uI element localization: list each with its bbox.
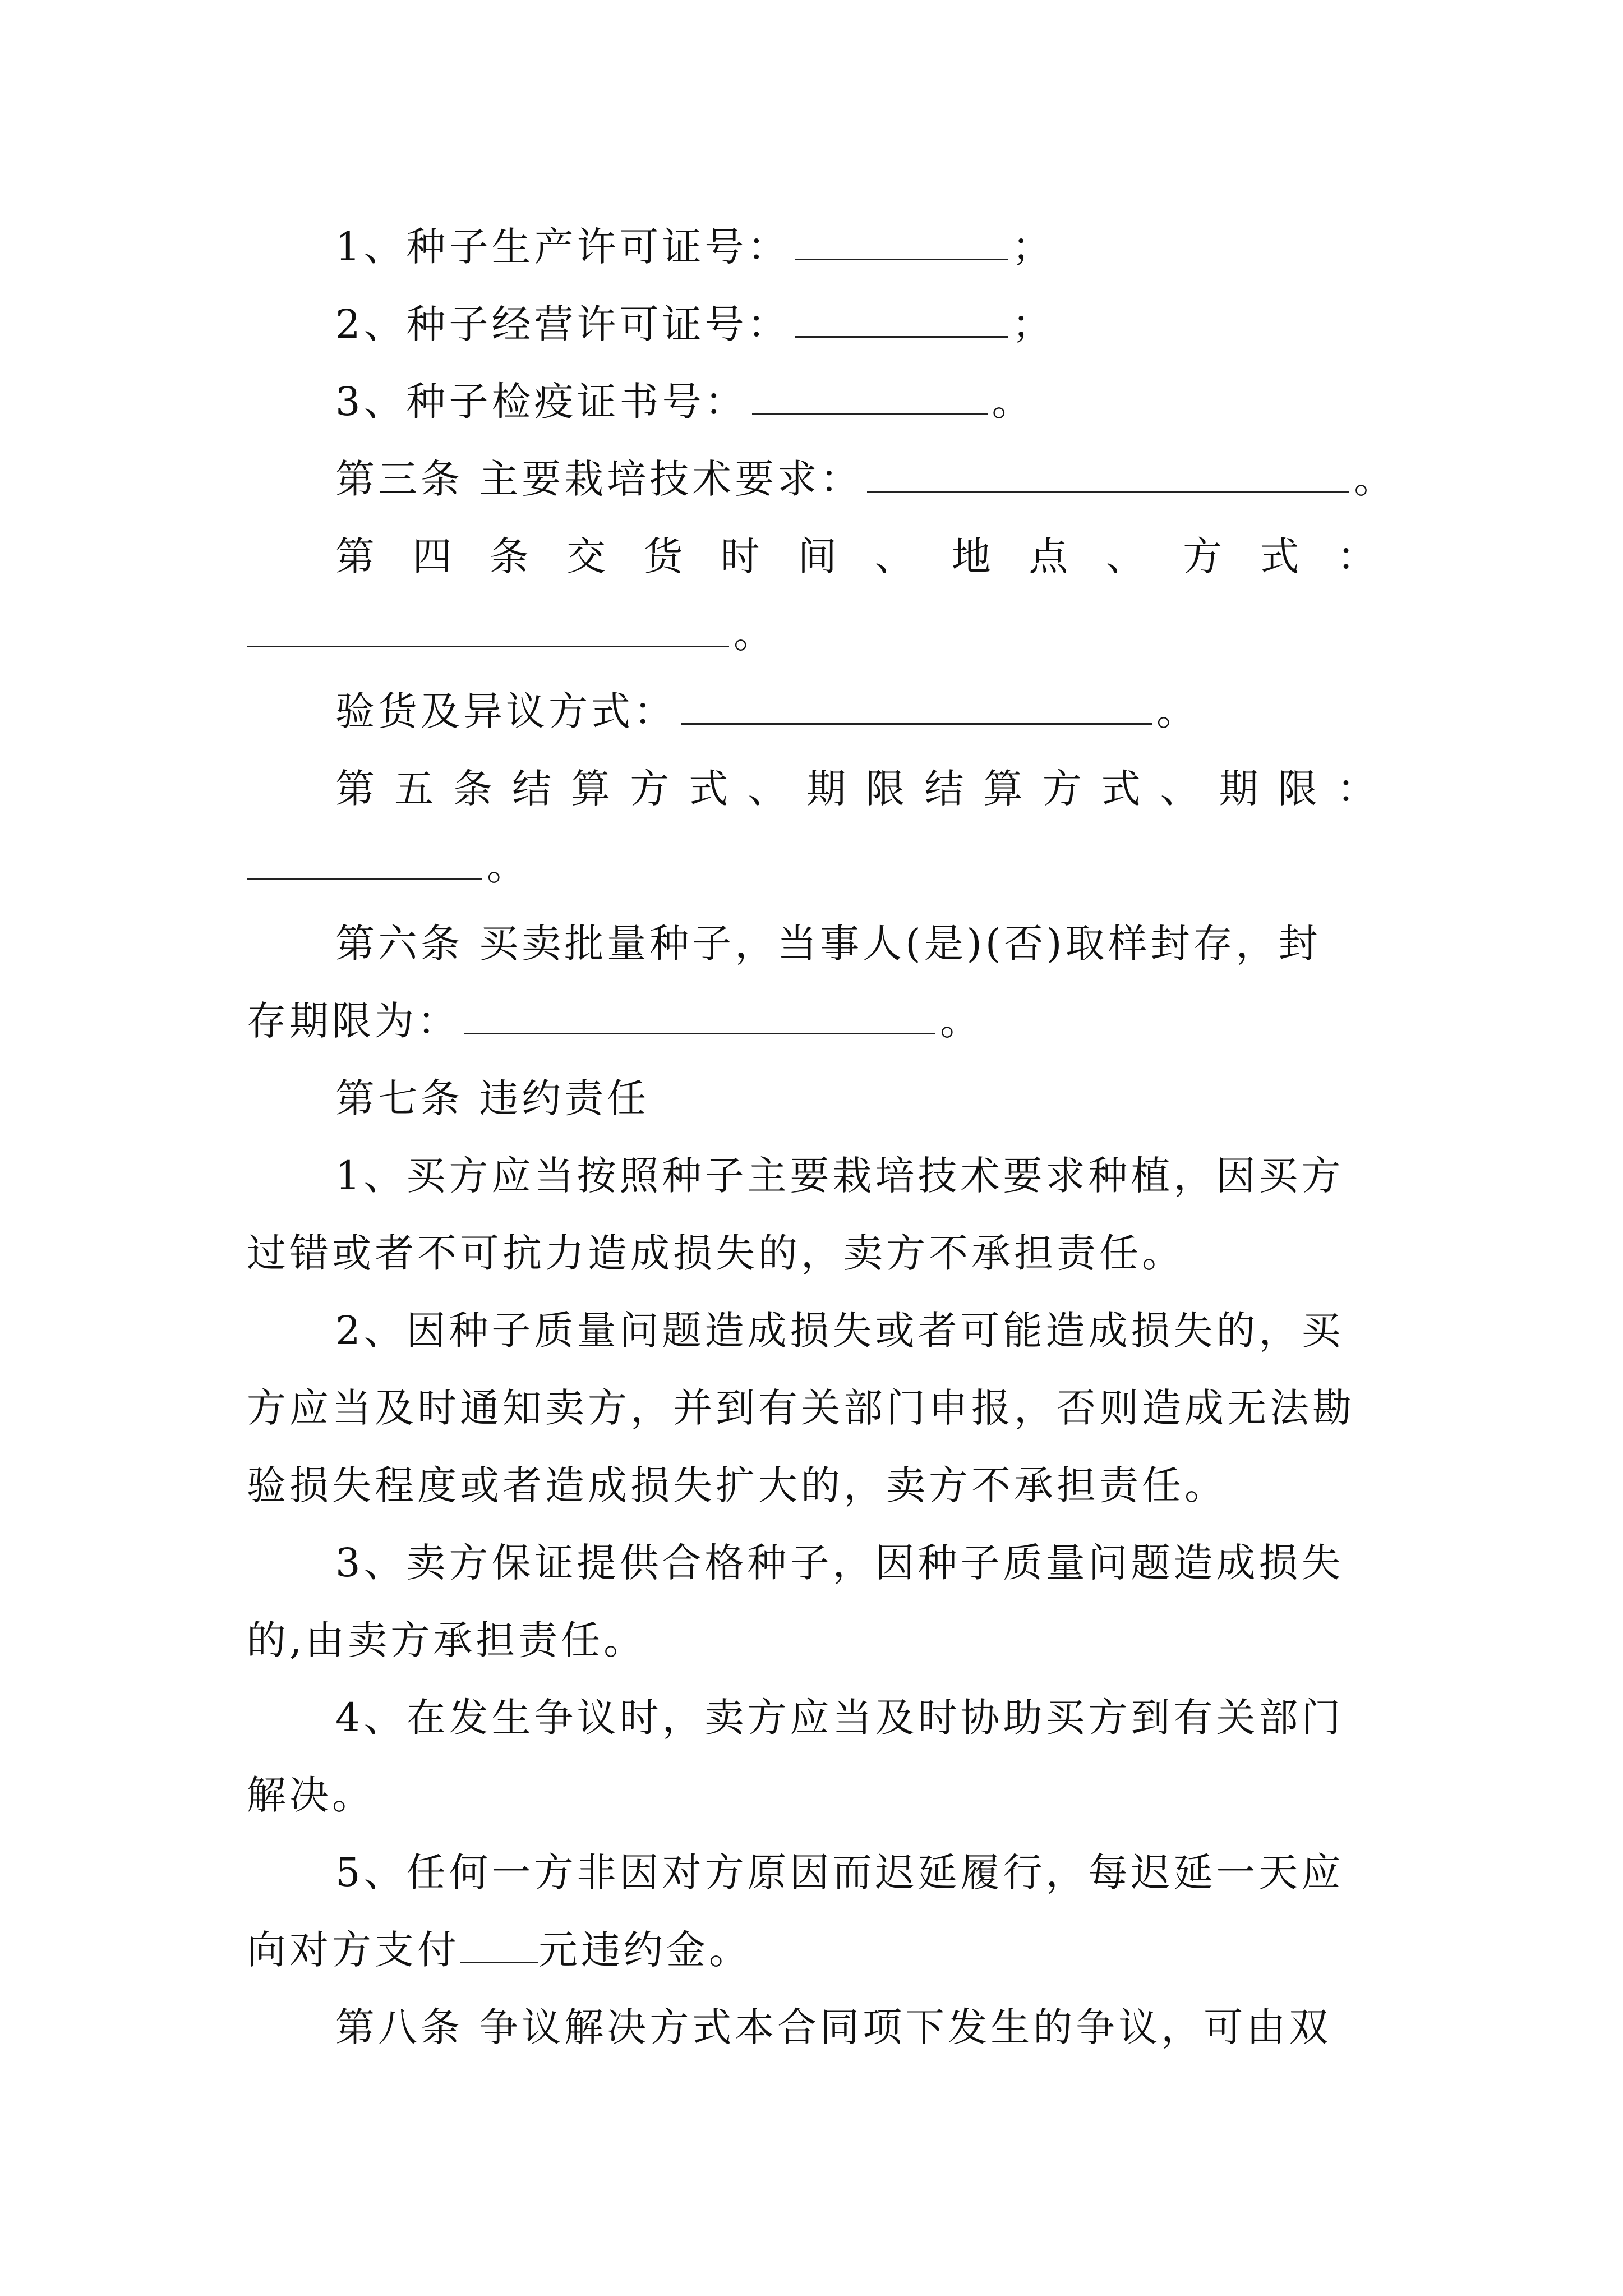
article-5-char: 第 bbox=[335, 766, 378, 812]
article-7-title: 第七条 违约责任 bbox=[335, 1075, 650, 1121]
article-4-char: 点 bbox=[1029, 533, 1072, 579]
article-5-char: ： bbox=[1336, 766, 1380, 812]
clause-3-line-1: 3、卖方保证提供合格种子，因种子质量问题造成损失 bbox=[335, 1540, 1344, 1586]
punctuation: 。 bbox=[940, 998, 983, 1044]
article-5-char: 、 bbox=[1160, 766, 1203, 812]
clause-5-text: 向对方支付 bbox=[247, 1927, 460, 1973]
article-5-char: 五 bbox=[394, 766, 437, 812]
article-4-char: 式 bbox=[1260, 533, 1303, 579]
article-8-line-1: 第八条 争议解决方式本合同项下发生的争议，可由双 bbox=[335, 2004, 1332, 2050]
blank-field[interactable] bbox=[247, 606, 729, 647]
blank-field[interactable] bbox=[681, 684, 1152, 725]
blank-field[interactable] bbox=[752, 374, 988, 415]
article-6-line-1: 第六条 买卖批量种子，当事人(是)(否)取样封存，封 bbox=[335, 921, 1321, 967]
clause-4-line-1: 4、在发生争议时，卖方应当及时协助买方到有关部门 bbox=[335, 1695, 1344, 1741]
article-5-char: 限 bbox=[865, 766, 909, 812]
clause-2-line-3: 验损失程度或者造成损失扩大的，卖方不承担责任。 bbox=[247, 1462, 1227, 1508]
punctuation: 。 bbox=[1354, 456, 1397, 502]
inspection-label: 验货及异议方式： bbox=[335, 688, 676, 734]
article-4-char: 、 bbox=[1105, 533, 1149, 579]
clause-5-line-2 bbox=[247, 1922, 1380, 1978]
article-5-char: 式 bbox=[689, 766, 732, 812]
article-4-char: ： bbox=[1336, 533, 1380, 579]
article-5-char: 式 bbox=[1101, 766, 1144, 812]
article-4-char: 条 bbox=[489, 533, 532, 579]
clause-4-line-2: 解决。 bbox=[247, 1772, 375, 1818]
punctuation: 。 bbox=[1156, 688, 1199, 734]
article-4-char: 方 bbox=[1183, 533, 1226, 579]
punctuation: 。 bbox=[992, 379, 1035, 425]
article-4-char: 货 bbox=[643, 533, 686, 579]
item-1 bbox=[335, 219, 1380, 275]
clause-3-line-2: 的,由卖方承担责任。 bbox=[247, 1617, 647, 1663]
article-3 bbox=[335, 451, 1397, 507]
clause-2-line-1: 2、因种子质量问题造成损失或者可能造成损失的，买 bbox=[335, 1308, 1344, 1354]
article-4-char: 地 bbox=[952, 533, 994, 579]
blank-field[interactable] bbox=[464, 993, 935, 1034]
article-6-line-2 bbox=[247, 993, 1380, 1049]
clause-5-text: 元违约金。 bbox=[538, 1927, 751, 1973]
article-4-heading bbox=[335, 528, 1380, 585]
article-5-char: 期 bbox=[806, 766, 850, 812]
article-4-char: 第 bbox=[335, 533, 378, 579]
blank-field[interactable] bbox=[247, 839, 482, 880]
blank-field[interactable] bbox=[460, 1922, 538, 1963]
article-5-heading bbox=[335, 761, 1380, 817]
item-3-label: 3、种子检疫证书号： bbox=[335, 379, 748, 425]
punctuation: ； bbox=[1012, 224, 1055, 270]
blank-field[interactable] bbox=[867, 452, 1349, 493]
article-5-char: 算 bbox=[571, 766, 614, 812]
article-5-char: 条 bbox=[453, 766, 496, 812]
blank-field[interactable] bbox=[795, 297, 1008, 338]
punctuation: 。 bbox=[487, 843, 529, 889]
clause-2-line-2: 方应当及时通知卖方，并到有关部门申报，否则造成无法勘 bbox=[247, 1385, 1355, 1431]
article-4-blank-line bbox=[247, 606, 1380, 662]
article-4-char: 时 bbox=[720, 533, 763, 579]
item-2-label: 2、种子经营许可证号： bbox=[335, 301, 790, 347]
article-5-char: 、 bbox=[748, 766, 791, 812]
item-2 bbox=[335, 296, 1380, 352]
clause-5-line-1: 5、任何一方非因对方原因而迟延履行，每迟延一天应 bbox=[335, 1849, 1344, 1895]
clause-1-line-1: 1、买方应当按照种子主要栽培技术要求种植，因买方 bbox=[335, 1153, 1344, 1199]
article-5-char: 期 bbox=[1219, 766, 1262, 812]
article-5-char: 方 bbox=[630, 766, 673, 812]
inspection-method bbox=[335, 683, 1380, 739]
article-6-label: 存期限为： bbox=[247, 998, 460, 1044]
article-3-label: 第三条 主要栽培技术要求： bbox=[335, 456, 863, 502]
article-5-char: 方 bbox=[1042, 766, 1085, 812]
punctuation: 。 bbox=[734, 611, 776, 657]
item-3 bbox=[335, 374, 1380, 430]
article-5-char: 结 bbox=[512, 766, 555, 812]
article-4-char: 四 bbox=[412, 533, 455, 579]
article-5-char: 限 bbox=[1278, 766, 1321, 812]
article-5-char: 结 bbox=[924, 766, 967, 812]
article-4-char: 、 bbox=[874, 533, 917, 579]
article-5-char: 算 bbox=[983, 766, 1026, 812]
article-4-char: 间 bbox=[797, 533, 841, 579]
punctuation: ； bbox=[1012, 301, 1055, 347]
item-1-label: 1、种子生产许可证号： bbox=[335, 224, 790, 270]
clause-1-line-2: 过错或者不可抗力造成损失的，卖方不承担责任。 bbox=[247, 1230, 1184, 1276]
article-5-blank-line bbox=[247, 838, 1380, 894]
article-4-char: 交 bbox=[566, 533, 610, 579]
blank-field[interactable] bbox=[795, 219, 1008, 260]
